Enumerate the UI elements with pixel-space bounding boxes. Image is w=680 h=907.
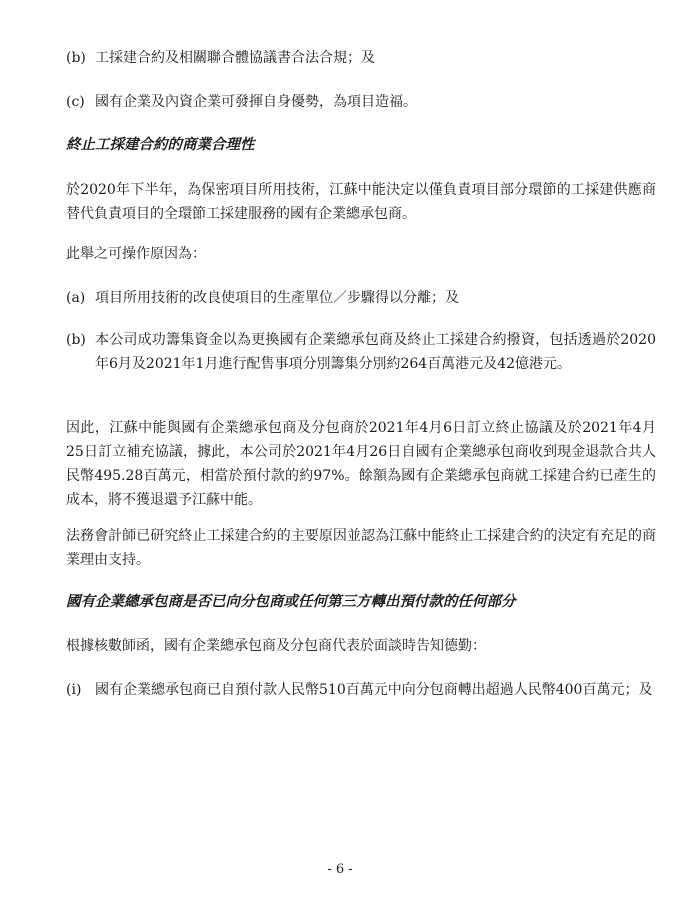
list-item: [66, 328, 656, 376]
list-item: [66, 46, 656, 70]
list-marker: (a): [66, 290, 86, 306]
list-marker: (i): [66, 682, 82, 698]
section-heading-commercial-rationale: 終止工採建合約的商業合理性: [66, 136, 255, 153]
paragraph: 於2020年下半年，為保密項目所用技術，江蘇中能決定以僅負責項目部分環節的工採建供應商替代負責項目的全環節工採建服務的國有企業總承包商。: [66, 182, 656, 222]
list-marker: (b): [66, 332, 86, 348]
list-item-text: 本公司成功籌集資金以為更換國有企業總承包商及終止工採建合約撥資，包括透過於2020年6月及2021年1月進行配售事項分別籌集分別約264百萬港元及42億港元。: [95, 332, 656, 372]
list-item: [66, 286, 656, 310]
paragraph: 根據核數師函，國有企業總承包商及分包商代表於面談時告知德勤：: [66, 638, 486, 654]
page-number: - 6 -: [327, 862, 353, 877]
list-marker: (c): [66, 94, 85, 110]
list-item: [66, 678, 656, 702]
paragraph: 法務會計師已研究終止工採建合約的主要原因並認為江蘇中能終止工採建合約的決定有充足的商業理由支持。: [66, 528, 656, 568]
list-item-text: 項目所用技術的改良使項目的生產單位／步驟得以分離；及: [95, 290, 459, 306]
paragraph: 此舉之可操作原因為：: [66, 246, 206, 262]
list-item: [66, 90, 656, 114]
list-marker: (b): [66, 50, 86, 66]
list-item-text: 工採建合約及相關聯合體協議書合法合規；及: [95, 50, 375, 66]
paragraph: 因此，江蘇中能與國有企業總承包商及分包商於2021年4月6日訂立終止協議及於2021年4月25日訂立補充協議，據此，本公司於2021年4月26日自國有企業總承包商收到現金退款合共人民幣495.28百萬元，相當於預付款的約97%。餘額為國有企業總承包商就工採建合約已產生的成本，將不獲退還予江蘇中能。: [66, 420, 656, 508]
section-heading-advance-transfer: 國有企業總承包商是否已向分包商或任何第三方轉出預付款的任何部分: [66, 593, 516, 610]
list-item-text: 國有企業及內資企業可發揮自身優勢，為項目造福。: [95, 94, 417, 110]
list-item-text: 國有企業總承包商已自預付款人民幣510百萬元中向分包商轉出超過人民幣400百萬元；及: [95, 682, 653, 698]
